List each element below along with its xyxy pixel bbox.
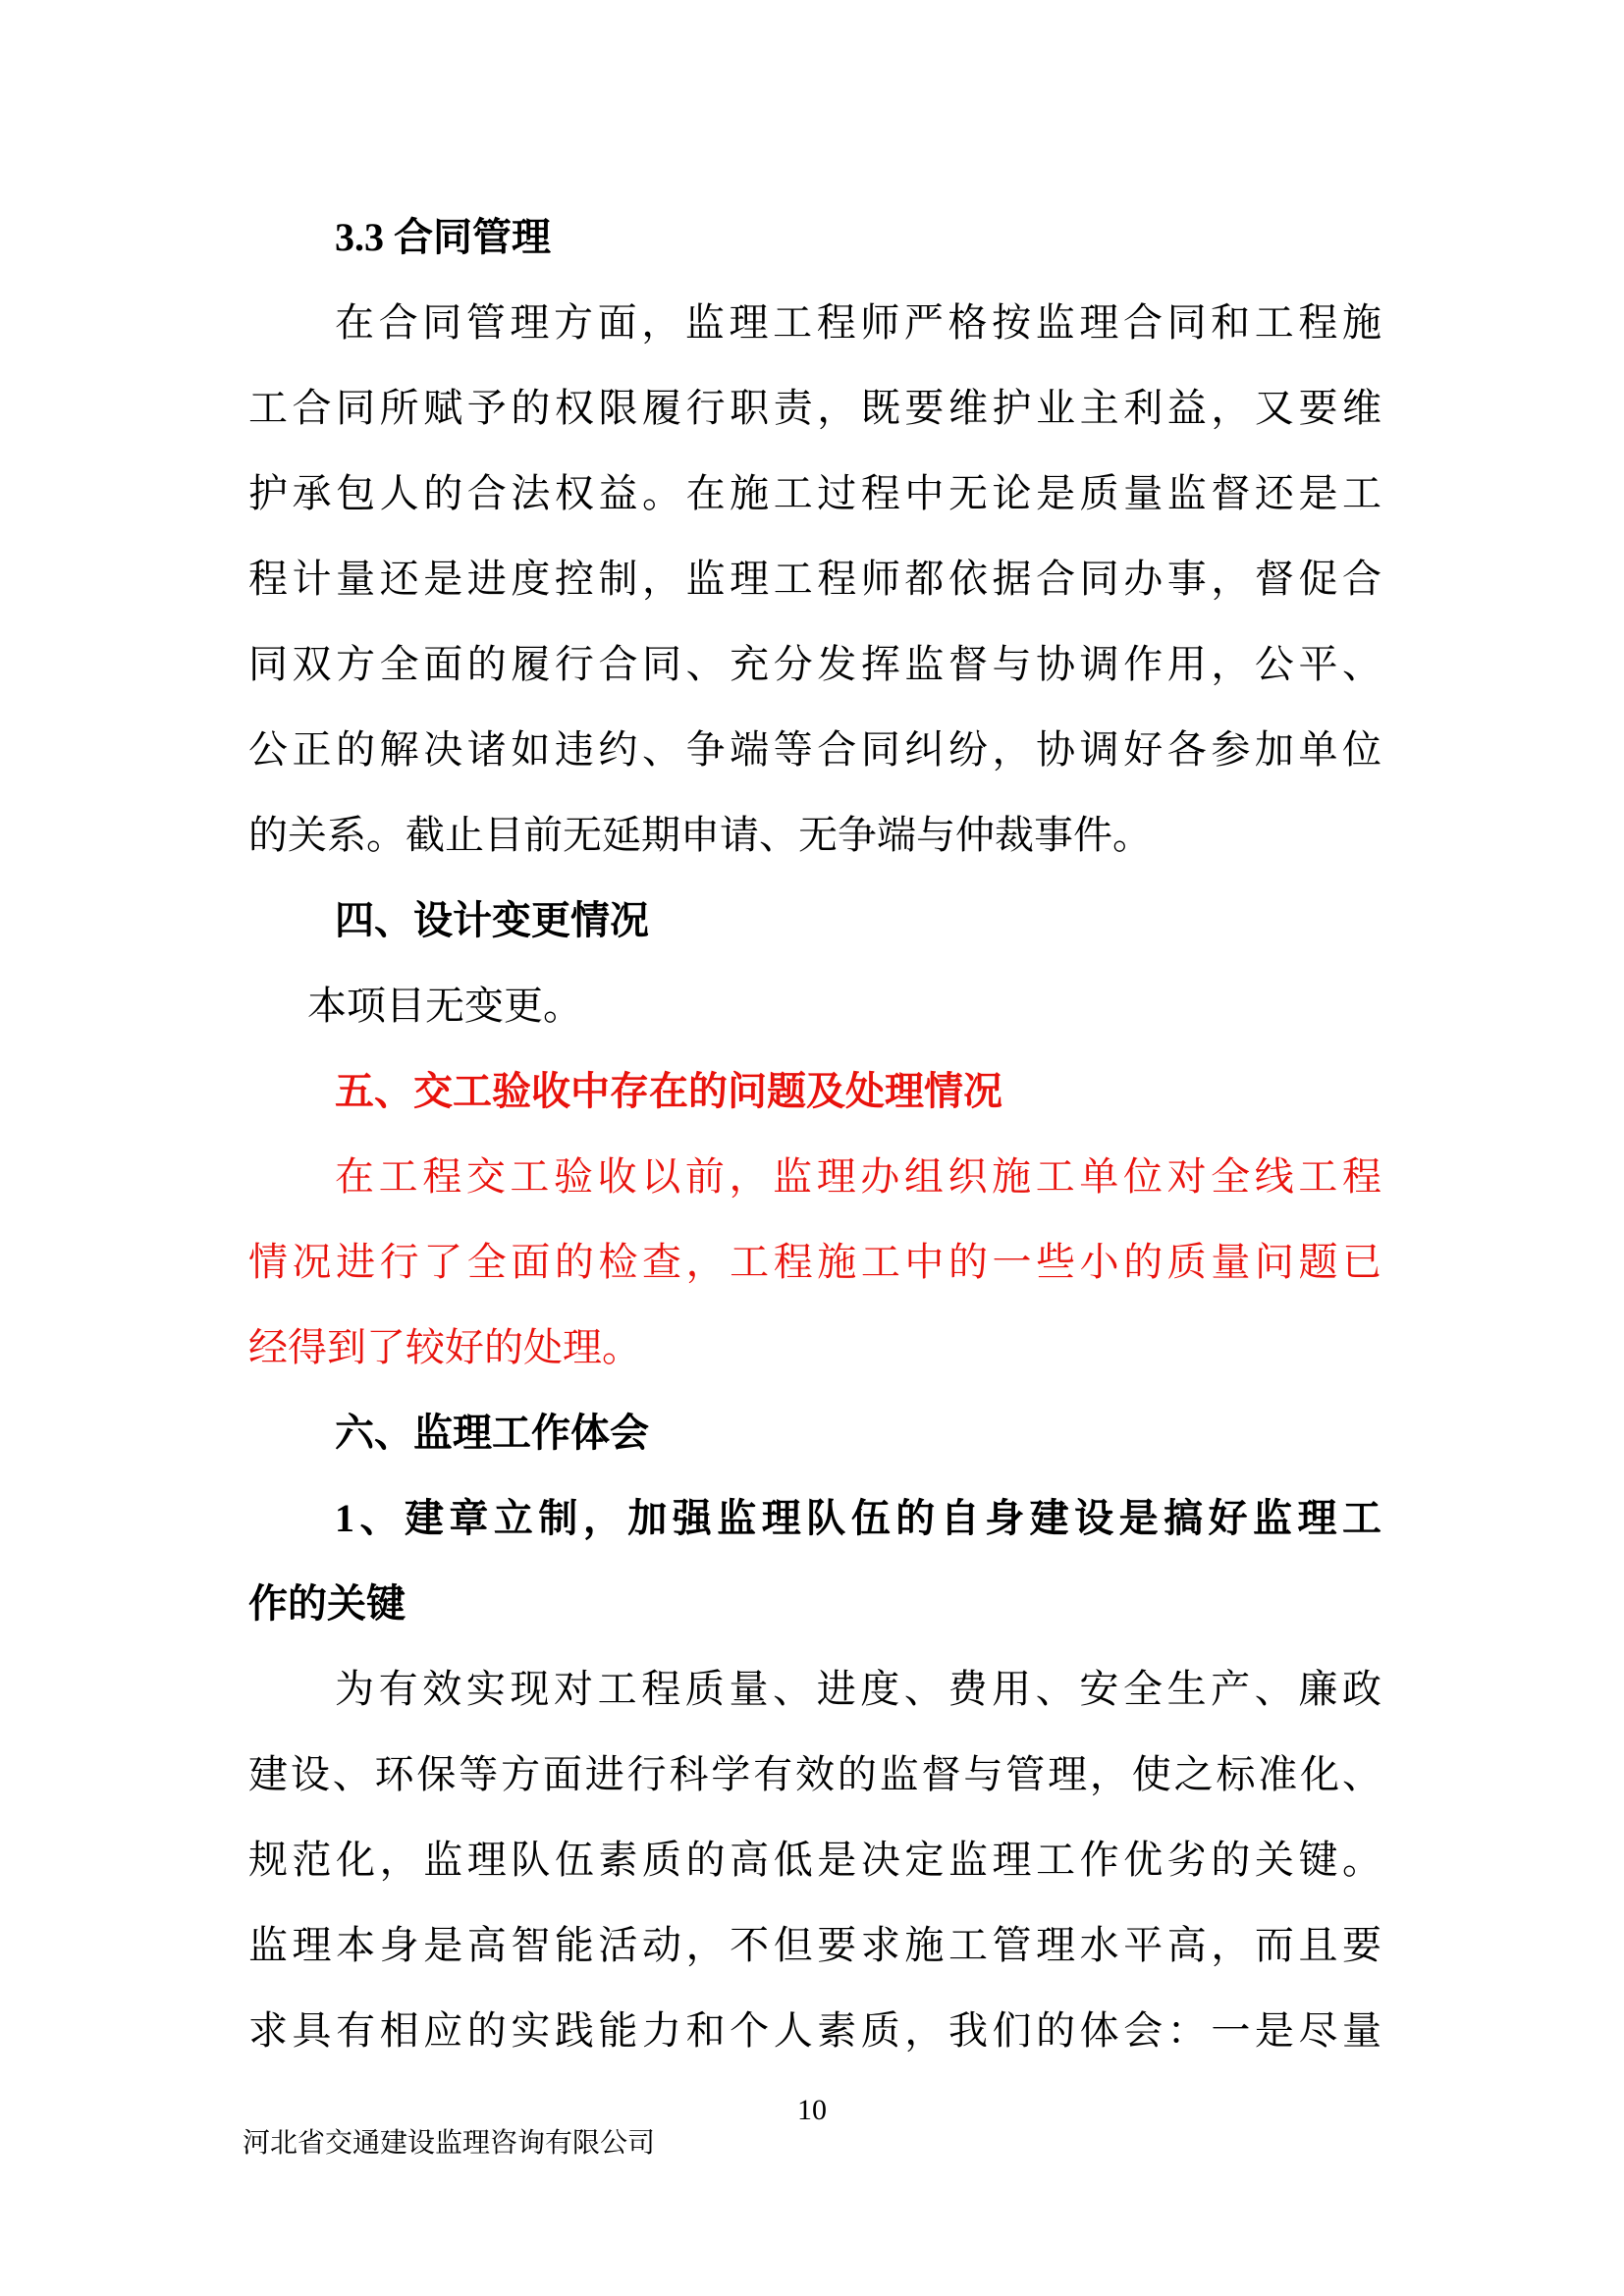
paragraph-line: 在合同管理方面，监理工程师严格按监理合同和工程施 [335, 300, 1381, 345]
section-heading-6: 六、监理工作体会 [335, 1411, 649, 1455]
paragraph-line: 为有效实现对工程质量、进度、费用、安全生产、廉政 [335, 1667, 1381, 1711]
paragraph-line-red: 情况进行了全面的检查，工程施工中的一些小的质量问题已 [248, 1240, 1381, 1284]
paragraph-line: 本项目无变更。 [307, 984, 582, 1028]
paragraph-line: 工合同所赋予的权限履行职责，既要维护业主利益，又要维 [248, 386, 1381, 430]
section-heading-3-3: 3.3 合同管理 [335, 215, 551, 259]
sub-heading-line: 1、建章立制，加强监理队伍的自身建设是搞好监理工 [335, 1496, 1381, 1540]
paragraph-line: 监理本身是高智能活动，不但要求施工管理水平高，而且要 [248, 1923, 1381, 1967]
section-heading-5: 五、交工验收中存在的问题及处理情况 [335, 1069, 1002, 1113]
footer-company-name: 河北省交通建设监理咨询有限公司 [243, 2128, 656, 2159]
paragraph-line: 建设、环保等方面进行科学有效的监督与管理，使之标准化、 [248, 1752, 1381, 1796]
paragraph-line-red: 在工程交工验收以前，监理办组织施工单位对全线工程 [335, 1154, 1381, 1199]
paragraph-line: 公正的解决诸如违约、争端等合同纠纷，协调好各参加单位 [248, 727, 1381, 772]
paragraph-line: 求具有相应的实践能力和个人素质，我们的体会：一是尽量 [248, 2008, 1381, 2053]
section-heading-4: 四、设计变更情况 [335, 898, 649, 942]
sub-heading-line: 作的关键 [248, 1581, 406, 1626]
footer-page-number: 10 [797, 2094, 827, 2126]
paragraph-line: 规范化，监理队伍素质的高低是决定监理工作优劣的关键。 [248, 1838, 1381, 1882]
document-body [248, 194, 1381, 2073]
paragraph-line-red: 经得到了较好的处理。 [248, 1325, 641, 1369]
paragraph-line: 护承包人的合法权益。在施工过程中无论是质量监督还是工 [248, 471, 1381, 515]
paragraph-line: 程计量还是进度控制，监理工程师都依据合同办事，督促合 [248, 557, 1381, 601]
paragraph-line: 的关系。截止目前无延期申请、无争端与仲裁事件。 [248, 813, 1152, 857]
paragraph-line: 同双方全面的履行合同、充分发挥监督与协调作用，公平、 [248, 642, 1381, 686]
